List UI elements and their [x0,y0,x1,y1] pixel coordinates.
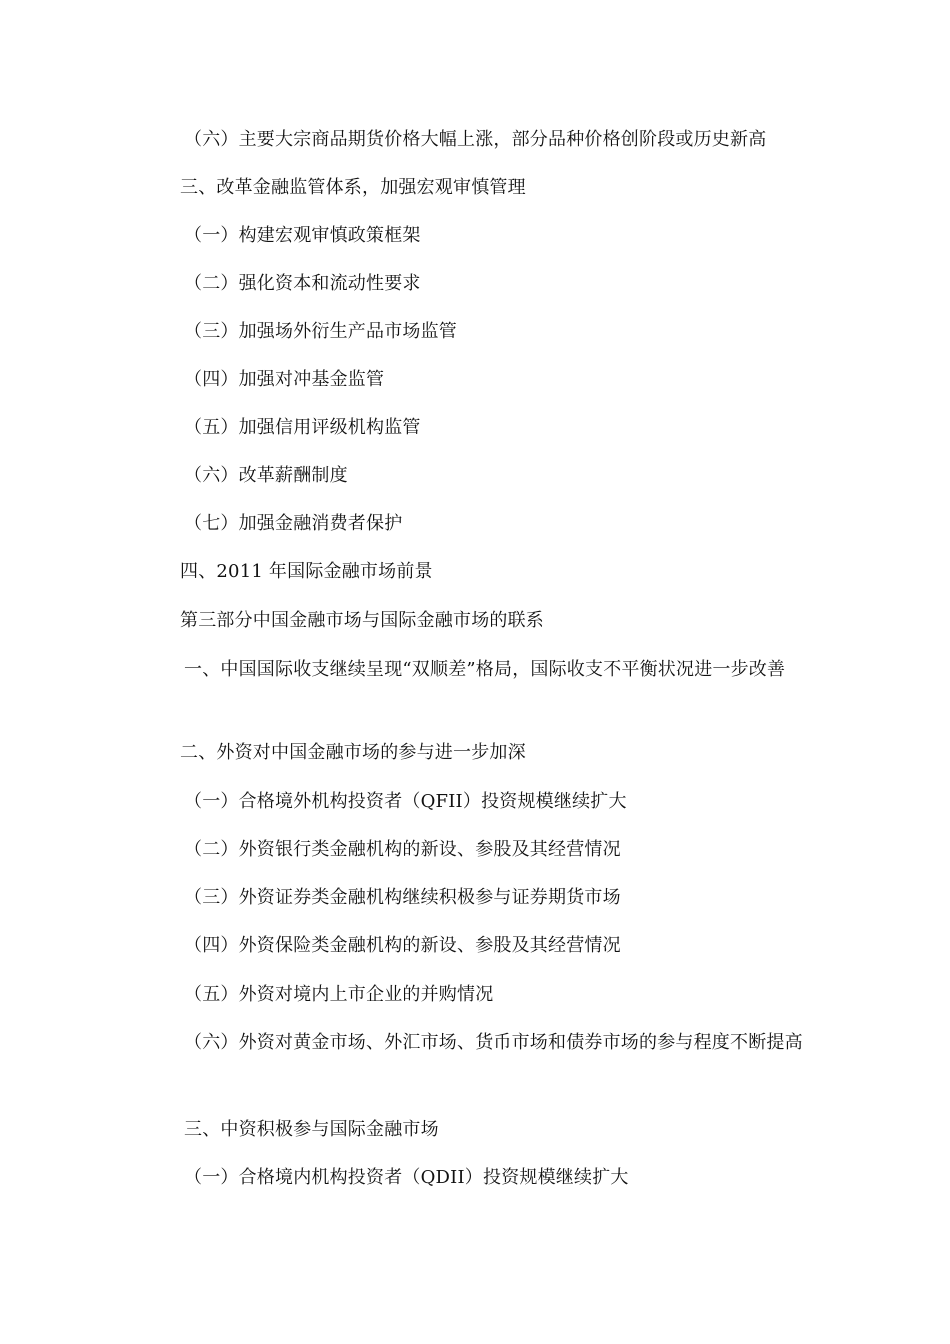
heading-l3: （一）构建宏观审慎政策框架 [184,225,421,246]
heading-l3: （一）合格境外机构投资者（QFII）投资规模继续扩大 [184,791,627,812]
heading-l3: （一）合格境内机构投资者（QDII）投资规模继续扩大 [184,1167,629,1188]
heading-l3: （三）外资证券类金融机构继续积极参与证券期货市场 [184,887,621,908]
heading-l2: 二、外资对中国金融市场的参与进一步加深 [180,742,526,763]
part-heading: 第三部分中国金融市场与国际金融市场的联系 [180,610,544,631]
heading-l3: （四）外资保险类金融机构的新设、参股及其经营情况 [184,935,621,956]
heading-l3: （六）改革薪酬制度 [184,465,348,486]
heading-l2: 三、中资积极参与国际金融市场 [184,1119,439,1140]
heading-l2: 四、2011 年国际金融市场前景 [180,561,433,582]
heading-l3: （五）加强信用评级机构监管 [184,417,421,438]
heading-l3: （二）外资银行类金融机构的新设、参股及其经营情况 [184,839,621,860]
heading-l3: （七）加强金融消费者保护 [184,513,403,534]
heading-l3: （三）加强场外衍生产品市场监管 [184,321,457,342]
heading-l3: （四）加强对冲基金监管 [184,369,385,390]
heading-l2-multiline: 一、中国国际收支继续呈现“双顺差”格局，国际收支不平衡状况进一步改善 [184,659,786,680]
heading-l3: （二）强化资本和流动性要求 [184,273,421,294]
heading-l3-multiline: （六）外资对黄金市场、外汇市场、货币市场和债券市场的参与程度不断提高 [184,1032,803,1053]
heading-l2: 三、改革金融监管体系，加强宏观审慎管理 [180,177,526,198]
heading-l3: （六）主要大宗商品期货价格大幅上涨，部分品种价格创阶段或历史新高 [184,129,767,150]
heading-l3: （五）外资对境内上市企业的并购情况 [184,984,494,1005]
